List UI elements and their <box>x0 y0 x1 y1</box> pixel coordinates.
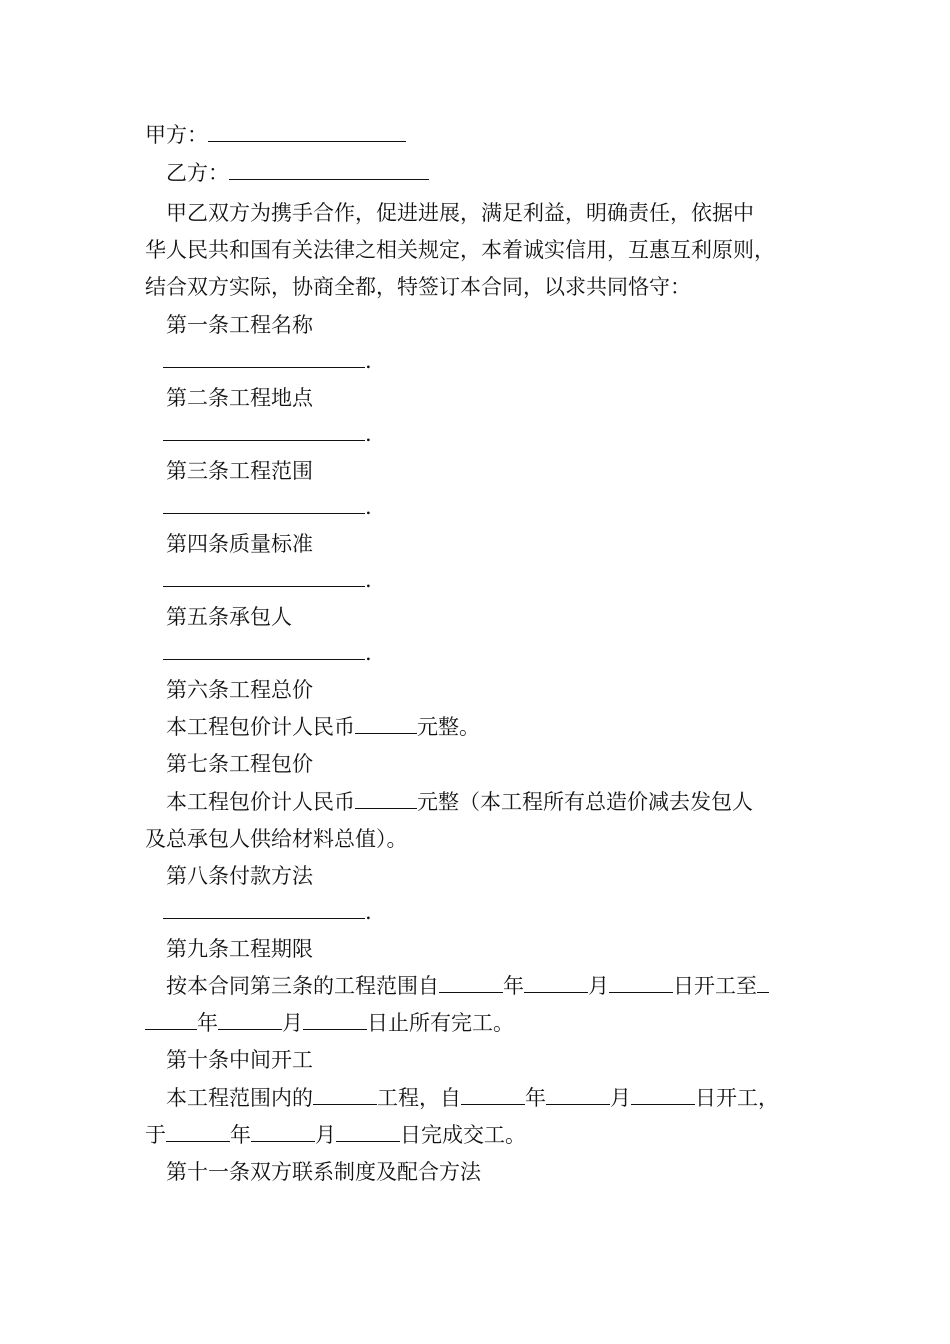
end-day-blank <box>303 1011 367 1030</box>
article-3-blank-line <box>163 489 372 526</box>
article-11-heading: 第十一条双方联系制度及配合方法 <box>166 1160 481 1184</box>
article-10-text-a: 本工程范围内的 <box>166 1086 313 1110</box>
intro-line-3: 结合双方实际，协商全都，特签订本合同，以求共同恪守： <box>145 275 691 299</box>
blank-period: . <box>365 641 372 665</box>
article-6-heading: 第六条工程总价 <box>166 678 313 702</box>
article-8-blank-line <box>163 894 372 931</box>
article-10-text-c: 日开工， <box>695 1086 779 1110</box>
article-6-text-b: 元整。 <box>417 715 480 739</box>
article-10-text-e: 日完成交工。 <box>400 1123 526 1147</box>
article-1-blank <box>163 349 365 368</box>
month-label: 月 <box>588 974 609 998</box>
party-b-line <box>166 155 429 192</box>
blank-period: . <box>365 900 372 924</box>
month-label: 月 <box>315 1123 336 1147</box>
article-7-text-b: 元整（本工程所有总造价减去发包人 <box>417 790 753 814</box>
year-label: 年 <box>503 974 524 998</box>
article-9-text-c: 日止所有完工。 <box>367 1011 514 1035</box>
blank-period: . <box>365 568 372 592</box>
party-b-label: 乙方： <box>166 161 229 185</box>
article-5-blank <box>163 641 365 660</box>
blank-period: . <box>365 495 372 519</box>
mid-start-month-blank <box>546 1086 610 1105</box>
article-7-heading: 第七条工程包价 <box>166 752 313 776</box>
article-10-body-1 <box>166 1080 779 1117</box>
party-a-label: 甲方： <box>145 123 208 147</box>
end-year-blank <box>145 1011 197 1030</box>
mid-end-day-blank <box>336 1123 400 1142</box>
blank-period: . <box>365 349 372 373</box>
article-9-body-2 <box>145 1005 514 1042</box>
article-1-heading: 第一条工程名称 <box>166 313 313 337</box>
article-2-blank-line <box>163 416 372 453</box>
start-month-blank <box>524 974 588 993</box>
mid-start-day-blank <box>631 1086 695 1105</box>
article-6-amount-blank <box>355 715 417 734</box>
article-2-blank <box>163 422 365 441</box>
work-name-blank <box>313 1086 377 1105</box>
article-7-body-1 <box>166 784 753 821</box>
article-4-heading: 第四条质量标准 <box>166 532 313 556</box>
end-year-blank-start <box>757 974 769 993</box>
party-a-line <box>145 117 406 154</box>
article-9-text-a: 按本合同第三条的工程范围自 <box>166 974 439 998</box>
start-day-blank <box>609 974 673 993</box>
blank-period: . <box>365 422 372 446</box>
article-2-heading: 第二条工程地点 <box>166 386 313 410</box>
mid-end-year-blank <box>166 1123 230 1142</box>
article-4-blank-line <box>163 562 372 599</box>
article-3-heading: 第三条工程范围 <box>166 459 313 483</box>
article-9-text-b: 日开工至 <box>673 974 757 998</box>
month-label: 月 <box>282 1011 303 1035</box>
article-7-body-2: 及总承包人供给材料总值）。 <box>145 827 408 851</box>
article-6-body <box>166 709 480 746</box>
party-b-blank <box>229 161 429 180</box>
article-10-body-2 <box>145 1117 526 1154</box>
article-10-text-b: 工程，自 <box>377 1086 461 1110</box>
intro-line-1: 甲乙双方为携手合作，促进进展，满足利益，明确责任，依据中 <box>166 201 754 225</box>
article-4-blank <box>163 568 365 587</box>
year-label: 年 <box>197 1011 218 1035</box>
article-5-heading: 第五条承包人 <box>166 605 292 629</box>
start-year-blank <box>439 974 503 993</box>
month-label: 月 <box>610 1086 631 1110</box>
article-8-blank <box>163 900 365 919</box>
article-8-heading: 第八条付款方法 <box>166 864 313 888</box>
article-10-heading: 第十条中间开工 <box>166 1048 313 1072</box>
article-9-body-1 <box>166 968 769 1005</box>
article-7-amount-blank <box>355 790 417 809</box>
end-month-blank <box>218 1011 282 1030</box>
article-5-blank-line <box>163 635 372 672</box>
mid-start-year-blank <box>461 1086 525 1105</box>
intro-line-2: 华人民共和国有关法律之相关规定，本着诚实信用，互惠互利原则， <box>145 238 775 262</box>
party-a-blank <box>208 123 406 142</box>
mid-end-month-blank <box>251 1123 315 1142</box>
article-7-text-a: 本工程包价计人民币 <box>166 790 355 814</box>
year-label: 年 <box>230 1123 251 1147</box>
article-9-heading: 第九条工程期限 <box>166 937 313 961</box>
article-1-blank-line <box>163 343 372 380</box>
article-3-blank <box>163 495 365 514</box>
year-label: 年 <box>525 1086 546 1110</box>
article-6-text-a: 本工程包价计人民币 <box>166 715 355 739</box>
article-10-text-d: 于 <box>145 1123 166 1147</box>
